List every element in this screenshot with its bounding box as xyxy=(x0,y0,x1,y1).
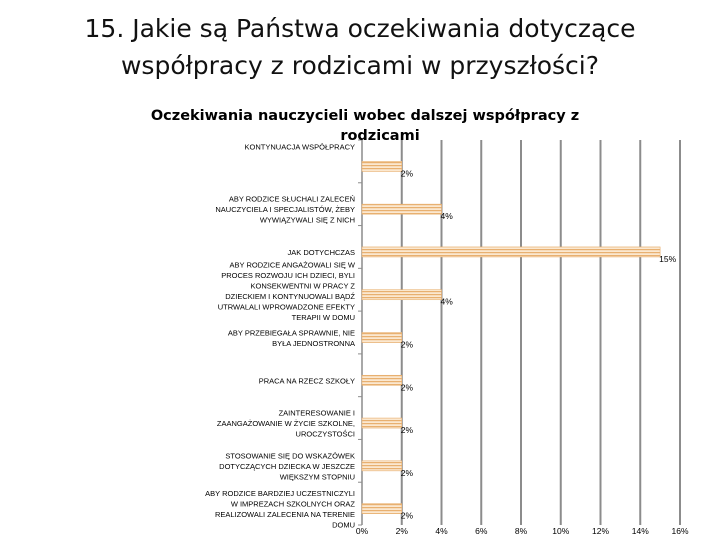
category-label: DZIECKIEM I KONTYNUOWALI BĄDŹ xyxy=(225,291,355,301)
data-label: 4% xyxy=(440,211,453,222)
slide-title-line-1: 15. Jakie są Państwa oczekiwania dotyczące xyxy=(84,14,636,43)
x-tick-label: 12% xyxy=(591,526,610,536)
category-label: TERAPII W DOMU xyxy=(291,312,355,322)
chart-title-line-2: rodzicami xyxy=(340,128,420,144)
category-label: WIĘKSZYM STOPNIU xyxy=(279,472,355,482)
category-label: UROCZYSTOŚCI xyxy=(295,429,355,439)
category-label: ABY RODZICE ANGAŻOWALI SIĘ W xyxy=(229,260,355,270)
data-label: 2% xyxy=(400,510,414,521)
x-tick-label: 8% xyxy=(514,526,528,536)
x-tick-label: 16% xyxy=(671,526,689,536)
bar xyxy=(362,161,402,171)
category-label: DOTYCZĄCYCH DZIECKA W JESZCZE xyxy=(219,461,355,471)
category-label: NAUCZYCIELA I SPECJALISTÓW, ŻEBY xyxy=(215,205,355,215)
bar xyxy=(362,461,402,471)
category-label: ZAINTERESOWANIE I xyxy=(278,408,355,418)
category-label: WYWIĄZYWALI SIĘ Z NICH xyxy=(259,215,355,225)
category-label: REALIZOWALI ZALECENIA NA TERENIE xyxy=(214,509,355,519)
category-label: ABY RODZICE SŁUCHALI ZALECEŃ xyxy=(228,194,355,204)
x-tick-label: 2% xyxy=(395,526,408,536)
category-label: ZAANGAŻOWANIE W ŻYCIE SZKOLNE, xyxy=(216,419,355,429)
category-label: DOMU xyxy=(332,520,355,530)
data-label: 2% xyxy=(400,168,414,179)
category-label: PRACA NA RZECZ SZKOŁY xyxy=(258,376,355,386)
data-label: 2% xyxy=(400,425,414,436)
bar xyxy=(362,504,402,514)
data-label: 4% xyxy=(440,296,453,307)
x-tick-label: 4% xyxy=(435,526,448,536)
category-label: W IMPREZACH SZKOLNYCH ORAZ xyxy=(230,499,355,509)
category-label: ABY RODZICE BARDZIEJ UCZESTNICZYLI xyxy=(205,488,355,498)
bar xyxy=(362,204,442,214)
category-label: JAK DOTYCHCZAS xyxy=(287,247,355,257)
x-tick-label: 0% xyxy=(355,526,369,536)
category-label: BYŁA JEDNOSTRONNA xyxy=(272,338,355,348)
category-label: KONTYNUACJA WSPÓŁPRACY xyxy=(244,142,355,152)
data-label: 2% xyxy=(400,339,414,350)
category-label: ABY PRZEBIEGAŁA SPRAWNIE, NIE xyxy=(227,328,355,338)
chart-title xyxy=(150,106,580,146)
x-tick-label: 14% xyxy=(631,526,649,536)
category-label: KONSEKWENTNI W PRACY Z xyxy=(250,281,355,291)
x-tick-label: 6% xyxy=(475,526,488,536)
category-label: PROCES ROZWOJU ICH DZIECI, BYLI xyxy=(221,270,355,280)
category-label: STOSOWANIE SIĘ DO WSKAZÓWEK xyxy=(225,451,355,461)
category-label: UTRWALALI WPROWADZONE EFEKTY xyxy=(217,302,355,312)
bar xyxy=(362,375,402,385)
data-label: 15% xyxy=(659,253,677,264)
bar xyxy=(362,333,402,343)
bar xyxy=(362,290,442,300)
x-tick-label: 10% xyxy=(552,526,570,536)
data-label: 2% xyxy=(400,382,414,393)
bar xyxy=(362,418,402,428)
slide-title-line-2: współpracy z rodzicami w przyszłości? xyxy=(120,51,600,80)
chart-title-line-1: Oczekiwania nauczycieli wobec dalszej współpracy z xyxy=(150,108,580,124)
data-label: 2% xyxy=(400,467,414,478)
bar xyxy=(362,247,660,257)
